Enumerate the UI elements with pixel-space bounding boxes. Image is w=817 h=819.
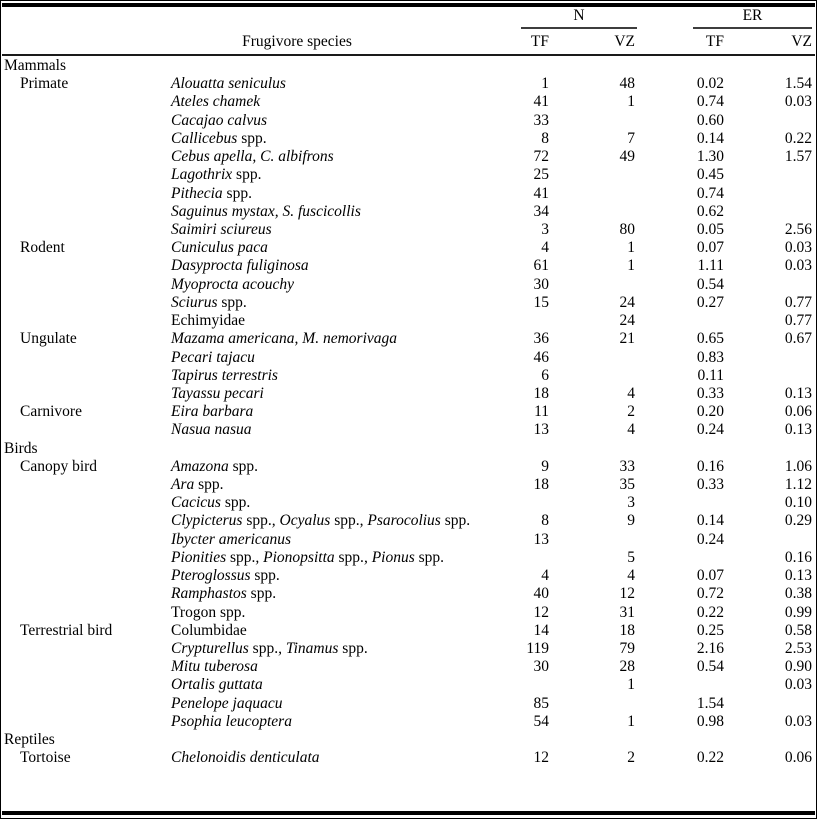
cell-er-tf: 0.22 [696, 749, 724, 767]
species-name: Cacicus spp. [171, 494, 251, 512]
cell-er-vz: 1.12 [784, 476, 812, 494]
species-name: Alouatta seniculus [171, 75, 286, 93]
table-top-rule [2, 3, 815, 7]
cell-er-tf: 0.45 [696, 166, 724, 184]
cell-er-vz: 0.99 [784, 603, 812, 621]
cell-er-tf: 0.62 [696, 202, 724, 220]
cell-er-tf: 0.05 [696, 220, 724, 238]
table-row [1, 695, 816, 713]
table-row [1, 130, 816, 148]
table-row [1, 622, 816, 640]
cell-er-vz: 0.38 [784, 585, 812, 603]
table-row [1, 367, 816, 385]
cell-er-tf: 0.02 [696, 75, 724, 93]
cell-n-tf: 8 [541, 129, 549, 147]
cell-er-tf: 0.25 [696, 621, 724, 639]
cell-er-vz: 0.29 [784, 512, 812, 530]
cell-n-tf: 18 [533, 476, 549, 494]
cell-n-tf: 61 [533, 257, 549, 275]
cell-n-vz: 1 [627, 676, 635, 694]
cell-er-tf: 0.11 [697, 366, 724, 384]
cell-er-tf: 2.16 [696, 640, 724, 657]
cell-n-tf: 33 [533, 111, 549, 129]
cell-n-vz: 35 [619, 476, 635, 494]
species-name: Penelope jaquacu [171, 694, 283, 712]
cell-n-tf: 4 [541, 567, 549, 585]
table-row [1, 330, 816, 348]
cell-er-tf: 0.54 [696, 658, 724, 676]
guild-group-label: Ungulate [20, 330, 77, 348]
cell-er-tf: 1.54 [696, 694, 724, 712]
species-name: Chelonoidis denticulata [171, 749, 320, 767]
guild-group-label: Tortoise [20, 749, 71, 767]
cell-er-tf: 0.74 [696, 93, 724, 111]
cell-er-vz: 0.77 [784, 312, 812, 330]
cell-n-vz: 2 [627, 749, 635, 767]
cell-er-tf: 0.83 [696, 348, 724, 366]
species-name: Mazama americana, M. nemorivaga [171, 330, 398, 348]
guild-group-label: Carnivore [20, 403, 82, 421]
cell-er-tf: 0.27 [696, 293, 724, 311]
cell-er-tf: 0.72 [696, 585, 724, 603]
species-name: Saguinus mystax, S. fuscicollis [171, 202, 361, 220]
table-row [1, 658, 816, 676]
cell-n-vz: 79 [619, 640, 635, 657]
species-name: Pecari tajacu [171, 348, 255, 366]
cell-er-vz: 0.13 [784, 421, 812, 439]
table-row [1, 75, 816, 93]
species-name: Amazona spp. [171, 457, 258, 475]
species-name: Ibycter americanus [171, 530, 292, 548]
cell-er-tf: 0.07 [696, 239, 724, 257]
column-group-header-n: N [573, 7, 585, 24]
cell-n-vz: 2 [627, 403, 635, 421]
table-body [1, 57, 816, 768]
cell-n-vz: 48 [619, 75, 635, 93]
cell-n-tf: 12 [533, 749, 549, 767]
cell-n-tf: 8 [541, 512, 549, 530]
cell-er-vz: 0.22 [784, 129, 812, 147]
column-header-er-vz: VZ [791, 33, 812, 50]
cell-er-vz: 0.03 [784, 676, 812, 694]
cell-n-tf: 6 [541, 366, 549, 384]
column-group-rule-n [521, 27, 637, 29]
guild-group-label: Terrestrial bird [20, 621, 113, 639]
cell-er-vz: 0.06 [784, 749, 812, 767]
cell-er-tf: 0.20 [696, 403, 724, 421]
cell-n-vz: 24 [619, 312, 635, 330]
table-row [1, 349, 816, 367]
table-row [1, 494, 816, 512]
cell-er-tf: 0.16 [696, 457, 724, 475]
guild-group-label: Canopy bird [20, 457, 98, 475]
cell-er-vz: 0.06 [784, 403, 812, 421]
species-name: Ateles chamek [171, 93, 261, 111]
species-name: Trogon spp. [171, 603, 246, 621]
cell-er-vz: 1.06 [784, 457, 812, 475]
species-name: Lagothrix spp. [171, 166, 262, 184]
cell-n-tf: 46 [533, 348, 549, 366]
cell-n-tf: 30 [533, 658, 549, 676]
cell-er-vz: 0.03 [784, 257, 812, 275]
column-header-n-tf: TF [530, 33, 549, 50]
species-name: Cacajao calvus [171, 111, 267, 129]
table-row [1, 403, 816, 421]
cell-n-tf: 40 [533, 585, 549, 603]
cell-n-vz: 5 [627, 548, 635, 566]
species-name: Saimiri sciureus [171, 220, 272, 238]
cell-n-tf: 41 [533, 93, 549, 111]
species-name: Tayassu pecari [171, 384, 264, 402]
species-name: Echimyidae [171, 312, 246, 330]
cell-n-tf: 54 [533, 712, 549, 730]
column-group-header-er: ER [742, 7, 763, 24]
species-name: Sciurus spp. [171, 293, 247, 311]
cell-er-vz: 0.67 [784, 330, 812, 348]
cell-er-tf: 0.74 [696, 184, 724, 202]
cell-n-tf: 72 [533, 148, 549, 166]
species-name: Myoprocta acouchy [171, 275, 294, 293]
table-class-row [1, 57, 816, 75]
header-bottom-rule [2, 54, 815, 56]
guild-group-label: Primate [20, 75, 69, 93]
cell-n-vz: 12 [619, 585, 635, 603]
species-name: Cebus apella, C. albifrons [171, 148, 334, 166]
cell-n-tf: 34 [533, 202, 549, 220]
cell-n-tf: 36 [533, 330, 549, 348]
cell-er-vz: 2.56 [784, 220, 812, 238]
cell-er-tf: 0.60 [696, 111, 724, 129]
cell-n-vz: 1 [627, 712, 635, 730]
species-name: Ortalis guttata [171, 676, 263, 694]
species-name: Clypicterus spp., Ocyalus spp., Psarocolius spp. [171, 512, 471, 530]
cell-er-tf: 1.11 [697, 257, 724, 275]
species-name: Nasua nasua [171, 421, 252, 439]
cell-n-vz: 80 [619, 220, 635, 238]
table-row [1, 585, 816, 603]
table-row [1, 531, 816, 549]
cell-n-vz: 1 [627, 93, 635, 111]
cell-n-tf: 14 [533, 621, 549, 639]
cell-er-tf: 0.14 [696, 512, 724, 530]
table-class-row [1, 440, 816, 458]
table-row [1, 276, 816, 294]
cell-n-tf: 11 [534, 403, 549, 421]
cell-er-tf: 0.24 [696, 421, 724, 439]
cell-er-tf: 0.54 [696, 275, 724, 293]
cell-er-tf: 0.14 [696, 129, 724, 147]
species-name: Pteroglossus spp. [171, 567, 280, 585]
taxon-class-label: Reptiles [4, 731, 55, 749]
table-row [1, 549, 816, 567]
cell-er-vz: 0.03 [784, 712, 812, 730]
cell-n-vz: 33 [619, 457, 635, 475]
table-row [1, 294, 816, 312]
cell-n-vz: 4 [627, 421, 635, 439]
cell-n-tf: 85 [533, 694, 549, 712]
table-row [1, 476, 816, 494]
cell-n-tf: 4 [541, 239, 549, 257]
species-name: Eira barbara [171, 403, 254, 421]
cell-n-tf: 13 [533, 421, 549, 439]
table-row [1, 749, 816, 767]
cell-n-vz: 4 [627, 384, 635, 402]
cell-er-vz: 0.03 [784, 93, 812, 111]
cell-n-vz: 24 [619, 293, 635, 311]
species-name: Columbidae [171, 621, 247, 639]
cell-n-vz: 31 [619, 603, 635, 621]
cell-n-vz: 1 [627, 257, 635, 275]
species-name: Mitu tuberosa [171, 658, 258, 676]
species-name: Callicebus spp. [171, 129, 267, 147]
cell-er-vz: 0.77 [784, 293, 812, 311]
cell-n-tf: 41 [533, 184, 549, 202]
cell-n-vz: 3 [627, 494, 635, 512]
cell-n-vz: 49 [619, 148, 635, 166]
species-name: Ramphastos spp. [171, 585, 277, 603]
table-row [1, 640, 816, 658]
table-row [1, 257, 816, 275]
cell-n-tf: 119 [526, 640, 549, 657]
cell-er-vz: 0.13 [784, 384, 812, 402]
guild-group-label: Rodent [20, 239, 65, 257]
cell-n-vz: 7 [627, 129, 635, 147]
cell-n-tf: 13 [533, 530, 549, 548]
column-header-er-tf: TF [705, 33, 724, 50]
cell-er-tf: 0.22 [696, 603, 724, 621]
table-row [1, 567, 816, 585]
species-name: Pithecia spp. [171, 184, 252, 202]
cell-er-tf: 0.98 [696, 712, 724, 730]
cell-n-vz: 21 [619, 330, 635, 348]
table-row [1, 312, 816, 330]
cell-er-tf: 0.07 [696, 567, 724, 585]
cell-er-tf: 1.30 [696, 148, 724, 166]
species-name: Psophia leucoptera [171, 712, 292, 730]
species-name: Dasyprocta fuliginosa [171, 257, 309, 275]
cell-er-vz: 0.10 [784, 494, 812, 512]
table-row [1, 385, 816, 403]
cell-n-tf: 15 [533, 293, 549, 311]
column-header-n-vz: VZ [614, 33, 635, 50]
table-row [1, 112, 816, 130]
cell-er-vz: 0.13 [784, 567, 812, 585]
species-name: Ara spp. [171, 476, 224, 494]
taxon-class-label: Birds [4, 439, 38, 457]
table-class-row [1, 731, 816, 749]
cell-er-tf: 0.65 [696, 330, 724, 348]
cell-er-vz: 0.16 [784, 548, 812, 566]
table-row [1, 713, 816, 731]
cell-n-vz: 9 [627, 512, 635, 530]
cell-n-vz: 1 [627, 239, 635, 257]
cell-n-vz: 28 [619, 658, 635, 676]
cell-er-vz: 0.90 [784, 658, 812, 676]
cell-er-tf: 0.33 [696, 384, 724, 402]
table-row [1, 221, 816, 239]
cell-er-vz: 0.58 [784, 621, 812, 639]
cell-n-tf: 18 [533, 384, 549, 402]
column-group-rule-er [693, 27, 812, 29]
cell-n-tf: 9 [541, 457, 549, 475]
table-row [1, 512, 816, 530]
table-row [1, 185, 816, 203]
table-row [1, 166, 816, 184]
table-row [1, 676, 816, 694]
table-row [1, 203, 816, 221]
table-row [1, 604, 816, 622]
table-row [1, 458, 816, 476]
cell-n-tf: 25 [533, 166, 549, 184]
cell-n-tf: 30 [533, 275, 549, 293]
species-name: Tapirus terrestris [171, 366, 278, 384]
cell-n-tf: 12 [533, 603, 549, 621]
table-row [1, 93, 816, 111]
cell-er-tf: 0.33 [696, 476, 724, 494]
taxon-class-label: Mammals [4, 57, 66, 74]
table-row [1, 239, 816, 257]
cell-er-vz: 1.57 [784, 148, 812, 166]
column-header-frugivore-species: Frugivore species [242, 33, 352, 50]
cell-er-vz: 0.03 [784, 239, 812, 257]
cell-n-tf: 3 [541, 220, 549, 238]
cell-n-vz: 18 [619, 621, 635, 639]
table-row [1, 421, 816, 439]
species-name: Crypturellus spp., Tinamus spp. [171, 640, 368, 657]
cell-n-tf: 1 [541, 75, 549, 93]
cell-er-vz: 1.54 [784, 75, 812, 93]
species-name: Cuniculus paca [171, 239, 268, 257]
cell-er-vz: 2.53 [784, 640, 812, 657]
species-name: Pionities spp., Pionopsitta spp., Pionus spp. [171, 548, 445, 566]
cell-er-tf: 0.24 [696, 530, 724, 548]
cell-n-vz: 4 [627, 567, 635, 585]
table-row [1, 148, 816, 166]
table-bottom-rule [2, 811, 815, 815]
